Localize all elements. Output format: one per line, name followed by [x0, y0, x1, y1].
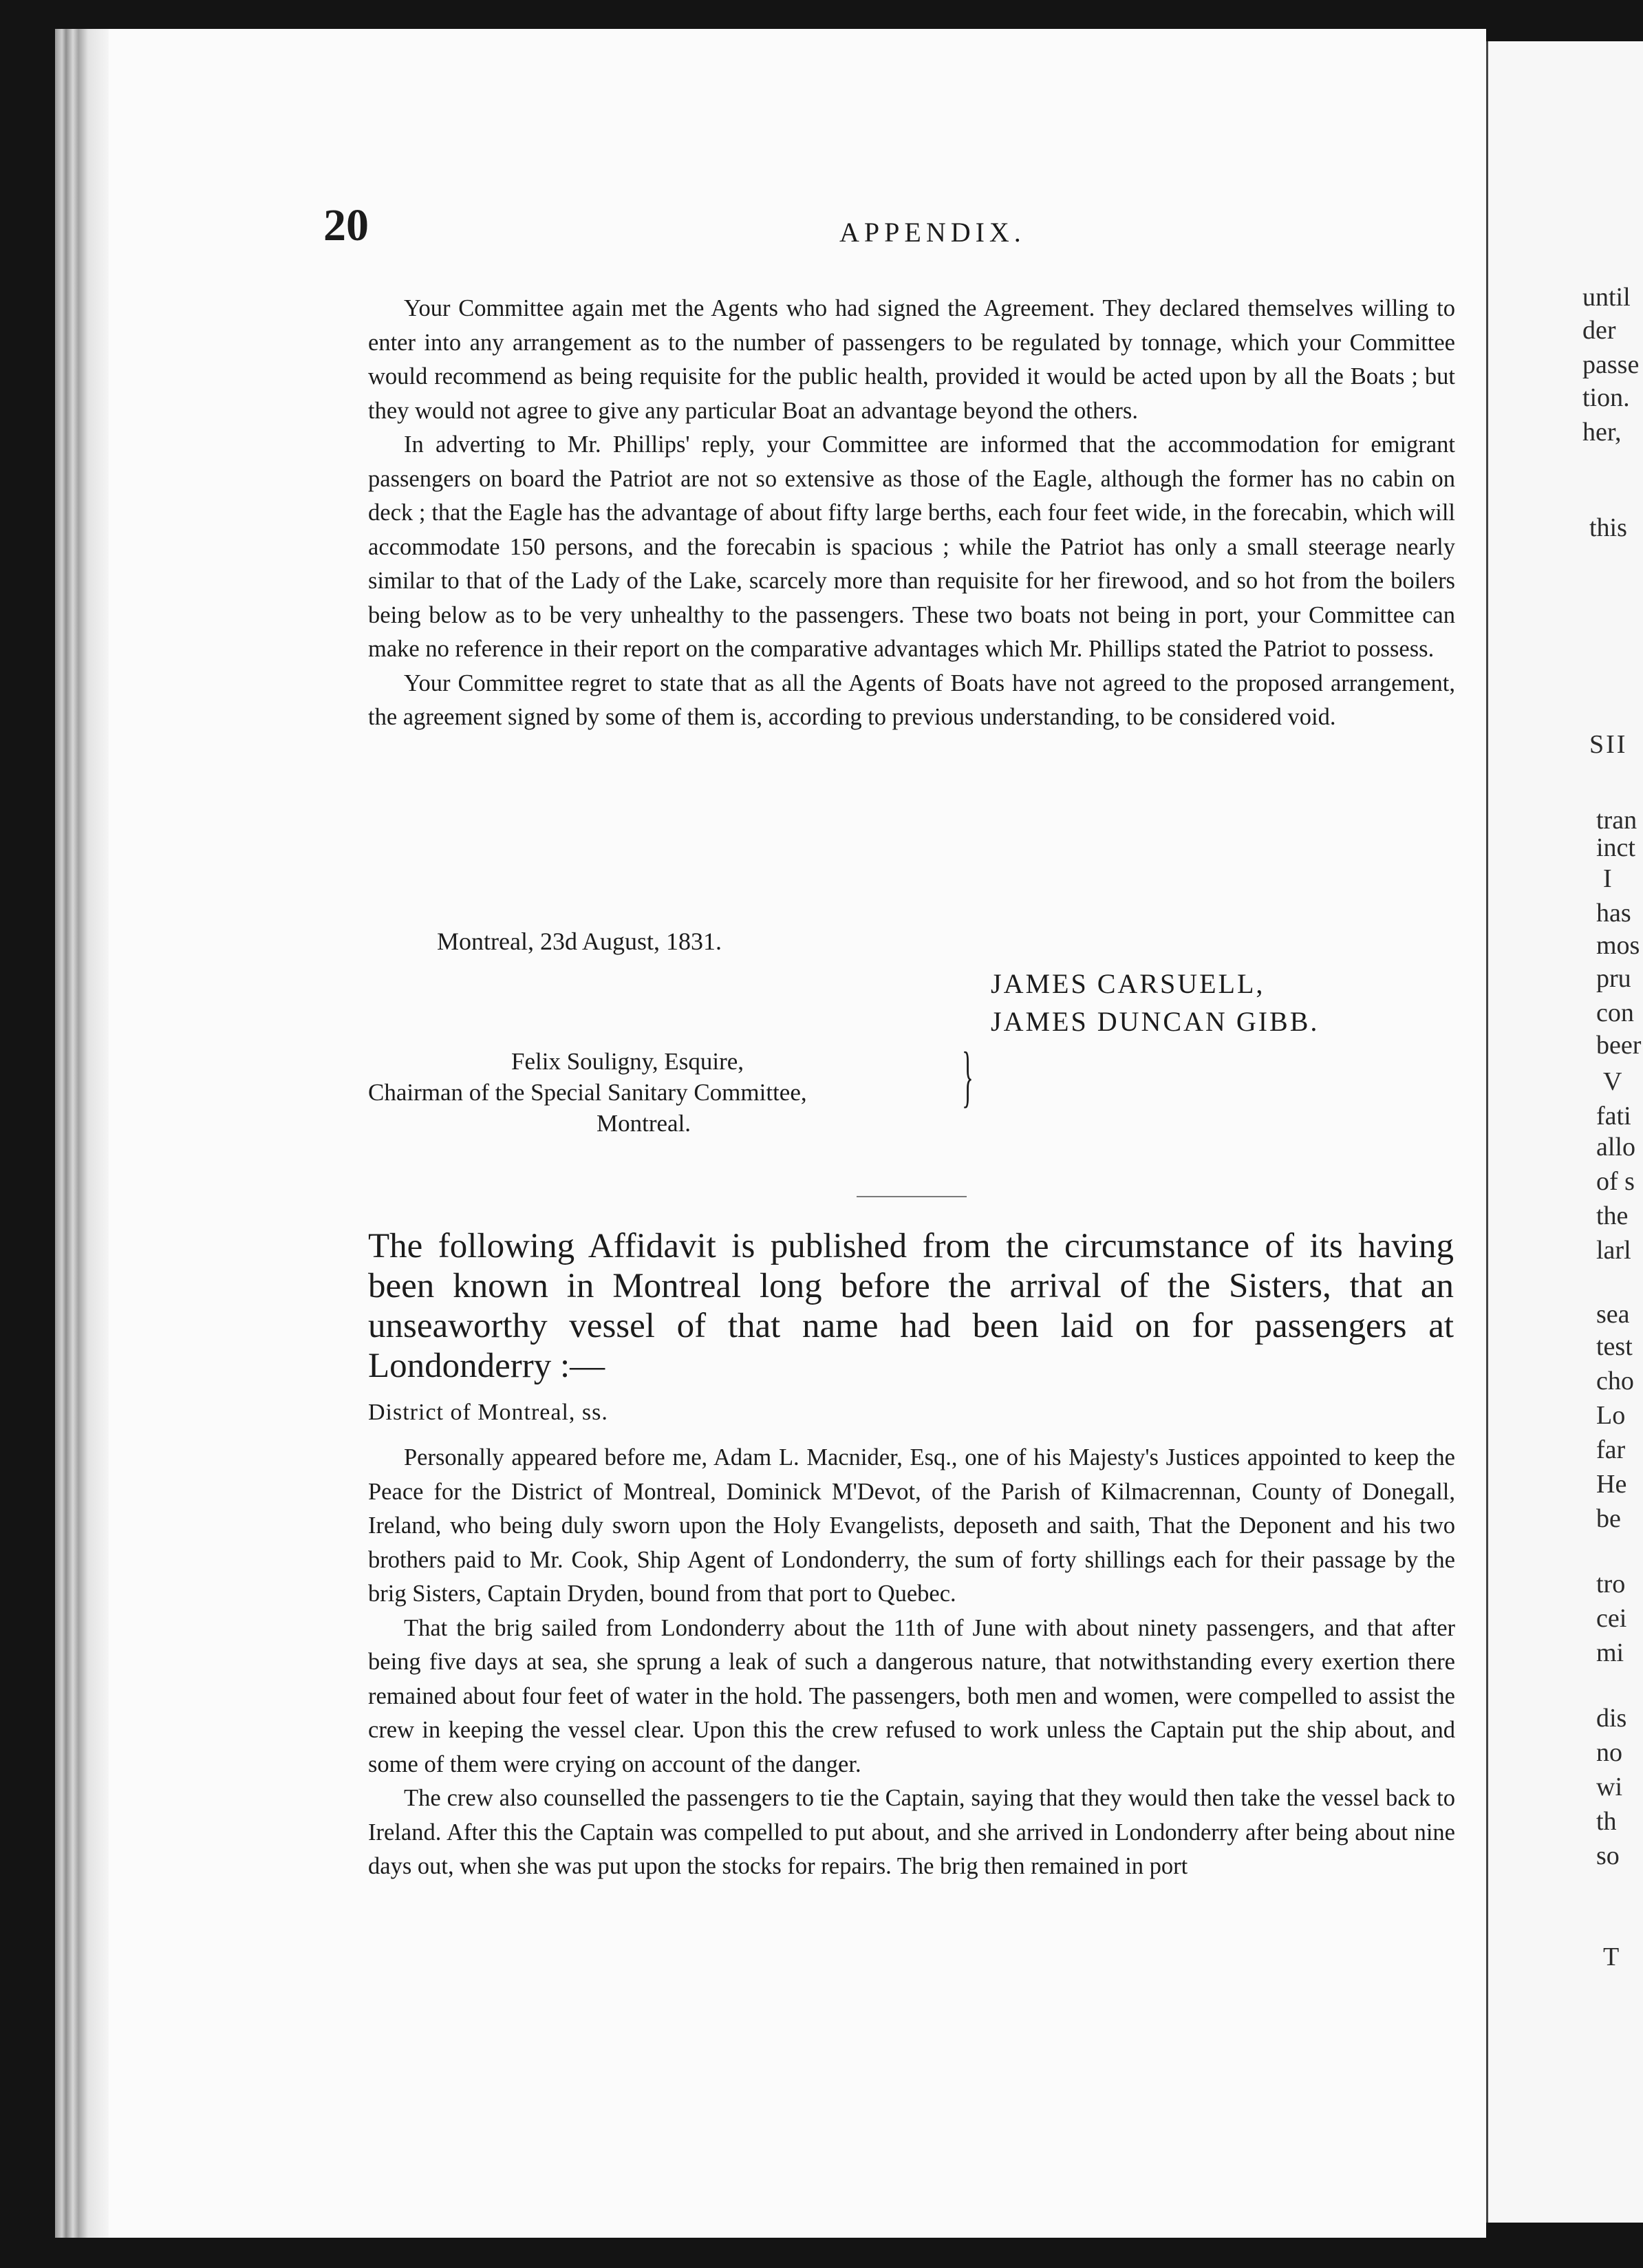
- affidavit-heading-text: The following Affidavit is published from the circumstance of its having been known in Montreal long before the arrival of the Sisters, that an unseaworthy vessel of that name had been laid on for passengers at Londonderry :—: [368, 1227, 1454, 1385]
- signatory-gibb: JAMES DUNCAN GIBB.: [991, 1006, 1320, 1037]
- adjacent-page-fragment: He: [1596, 1470, 1627, 1499]
- adjacent-page-fragment: has: [1596, 899, 1631, 928]
- curly-brace-icon: }: [962, 1038, 974, 1114]
- page-binding-edge: [55, 29, 109, 2238]
- adjacent-page-fragment: of s: [1596, 1167, 1635, 1196]
- adjacent-page-fragment: fati: [1596, 1102, 1631, 1131]
- adjacent-page-fragment: this: [1589, 513, 1627, 542]
- addressee-name: Felix Souligny, Esquire,: [511, 1048, 744, 1075]
- adjacent-page-fragment: allo: [1596, 1133, 1635, 1162]
- signatories: [991, 965, 1319, 1040]
- adjacent-page-fragment: T: [1603, 1943, 1620, 1971]
- affidavit-heading: [368, 1226, 1454, 1386]
- district-line: District of Montreal, ss.: [368, 1400, 608, 1425]
- adjacent-page-fragment: the: [1596, 1201, 1629, 1230]
- adjacent-page-fragment: cho: [1596, 1367, 1634, 1395]
- adjacent-page-fragment: her,: [1582, 418, 1622, 447]
- adjacent-page-fragment: beer: [1596, 1031, 1642, 1060]
- adjacent-page-fragment: sea: [1596, 1300, 1630, 1329]
- adjacent-page-fragment: V: [1603, 1067, 1622, 1096]
- adjacent-page-fragment: th: [1596, 1807, 1617, 1836]
- adjacent-page-fragment: passe: [1582, 350, 1640, 379]
- adjacent-page-fragment: so: [1596, 1841, 1620, 1870]
- addressee-block: [368, 1046, 807, 1139]
- adjacent-page-fragment: mi: [1596, 1638, 1624, 1667]
- adjacent-page-fragment: cei: [1596, 1604, 1627, 1633]
- page-number: 20: [323, 200, 369, 250]
- adjacent-page-fragment: Lo: [1596, 1401, 1626, 1430]
- adjacent-page-fragment: SII: [1589, 730, 1628, 759]
- adjacent-page-fragment: tran: [1596, 806, 1637, 835]
- section-divider: [857, 1196, 967, 1197]
- adjacent-page-fragment: larl: [1596, 1236, 1631, 1265]
- running-head: APPENDIX.: [839, 217, 1026, 248]
- adjacent-page-fragment: tion.: [1582, 383, 1630, 412]
- addressee-title: Chairman of the Special Sanitary Committee,: [368, 1079, 807, 1106]
- adjacent-page-fragment: inct: [1596, 833, 1635, 862]
- affidavit-text: [368, 1441, 1455, 1884]
- signatory-carsuell: JAMES CARSUELL,: [991, 968, 1265, 999]
- adjacent-page-fragment: I: [1603, 864, 1612, 893]
- adjacent-page-fragment: far: [1596, 1435, 1626, 1464]
- paragraph-deposition: Personally appeared before me, Adam L. Macnider, Esq., one of his Majesty's Justices appointed to keep the Peace for the District of Montreal, Dominick M'Devot, of the Parish of Kilmacrennan, County of Donegall, Ireland, who being duly sworn upon the Holy Evangelists, deposeth and saith, That the Deponent and his two brothers paid to Mr. Cook, Ship Agent of Londonderry, the sum of forty shillings each for their passage by the brig Sisters, Captain Dryden, bound from that port to Quebec.: [368, 1444, 1455, 1607]
- paragraph-phillips-reply: In adverting to Mr. Phillips' reply, your Committee are informed that the accommodation for emigrant passengers on board the Patriot are not so extensive as those of the Eagle, although the former has no cabin on deck ; that the Eagle has the advantage of about fifty large berths, each four feet wide, in the forecabin, which will accommodate 150 persons, and the forecabin is spacious ; while the Patriot has only a small steerage nearly similar to that of the Lady of the Lake, scarcely more than requisite for her firewood, and so hot from the boilers being below as to be very unhealthy to the passengers. These two boats not being in port, your Committee can make no reference in their report on the comparative advantages which Mr. Phillips stated the Patriot to possess.: [368, 431, 1455, 662]
- paragraph-agreement-void: Your Committee regret to state that as all the Agents of Boats have not agreed to the proposed arrangement, the agreement signed by some of them is, according to previous understanding, to be considered void.: [368, 670, 1455, 730]
- paragraph-brig-sailed: That the brig sailed from Londonderry about the 11th of June with about ninety passengers, and that after being five days at sea, she sprung a leak of such a dangerous nature, that notwithstanding every exertion there remained about four feet of water in the hold. The passengers, both men and women, were compelled to assist the crew in keeping the vessel clear. Upon this the crew refused to work unless the Captain put the ship about, and some of them were crying on account of the danger.: [368, 1614, 1455, 1777]
- adjacent-page-fragment: test: [1596, 1332, 1633, 1361]
- paragraph-crew-counselled: The crew also counselled the passengers to tie the Captain, saying that they would then take the vessel back to Ireland. After this the Captain was compelled to put about, and she arrived in Londonderry after being about nine days out, when she was put upon the stocks for repairs. The brig then remained in port: [368, 1785, 1455, 1879]
- adjacent-page-fragment: tro: [1596, 1570, 1626, 1598]
- adjacent-page-fragment: pru: [1596, 964, 1631, 993]
- adjacent-page-fragment: con: [1596, 998, 1634, 1027]
- committee-report-text: [368, 292, 1455, 735]
- adjacent-page-fragment: dis: [1596, 1704, 1627, 1733]
- adjacent-page-fragment: wi: [1596, 1773, 1622, 1801]
- adjacent-page-fragment: no: [1596, 1738, 1622, 1767]
- adjacent-page-fragment: until: [1582, 283, 1631, 312]
- adjacent-page-fragment: der: [1582, 316, 1616, 345]
- paragraph-agents-met: Your Committee again met the Agents who had signed the Agreement. They declared themselves willing to enter into any arrangement as to the number of passengers to be regulated by tonnage, which your Committee would recommend as being requisite for the public health, provided it would be acted upon by all the Boats ; but they would not agree to give any particular Boat an advantage beyond the others.: [368, 295, 1455, 424]
- addressee-city: Montreal.: [597, 1110, 691, 1137]
- adjacent-page-fragment: be: [1596, 1504, 1621, 1533]
- date-line: Montreal, 23d August, 1831.: [437, 928, 722, 955]
- book-page: [55, 29, 1486, 2238]
- adjacent-page-fragment: mos: [1596, 931, 1640, 960]
